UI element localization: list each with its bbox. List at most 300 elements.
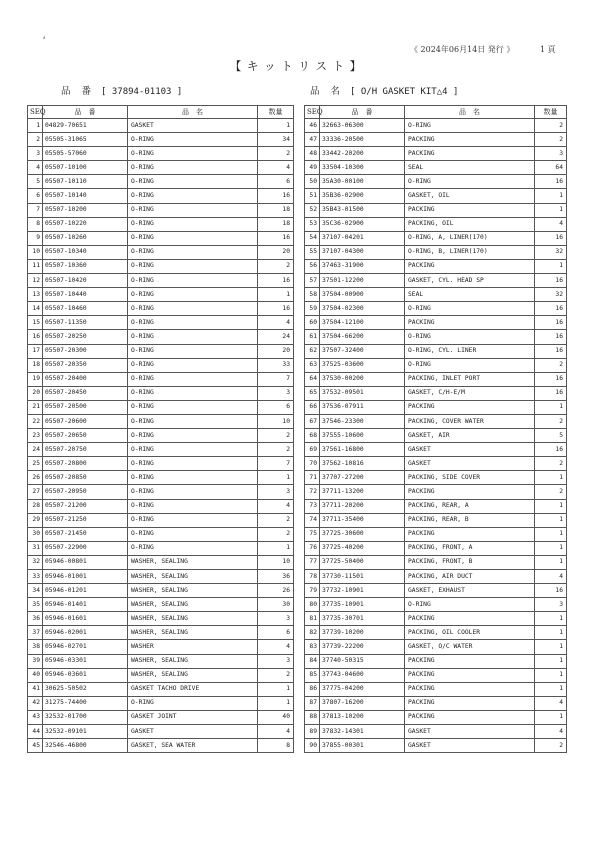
part-number-cell: 05946-01401	[43, 598, 128, 612]
table-row	[28, 541, 294, 555]
part-number-cell: 05507-10100	[43, 161, 128, 175]
quantity-cell: 1	[535, 541, 567, 555]
seq-cell: 65	[305, 386, 320, 400]
part-name-cell: PACKING, AIR DUCT	[405, 570, 535, 584]
part-name-cell: WASHER, SEALING	[128, 584, 258, 598]
quantity-cell: 1	[535, 710, 567, 724]
table-row	[28, 133, 294, 147]
table-row	[28, 739, 294, 753]
seq-cell: 55	[305, 245, 320, 259]
part-number-cell: 37530-00200	[320, 372, 405, 386]
part-number-cell: 37504-02300	[320, 302, 405, 316]
table-row	[28, 372, 294, 386]
table-row	[28, 443, 294, 457]
part-name-cell: GASKET TACHO DRIVE	[128, 682, 258, 696]
table-row	[28, 429, 294, 443]
seq-cell: 23	[28, 429, 43, 443]
part-name-cell: O-RING	[128, 302, 258, 316]
part-name-cell: PACKING	[405, 147, 535, 161]
part-name-cell: O-RING	[128, 541, 258, 555]
quantity-cell: 16	[535, 175, 567, 189]
part-number-cell: 05507-10340	[43, 245, 128, 259]
table-row	[305, 485, 567, 499]
seq-cell: 78	[305, 570, 320, 584]
table-row	[305, 161, 567, 175]
part-number-cell: 32532-01700	[43, 710, 128, 724]
part-name-cell: O-RING	[128, 245, 258, 259]
seq-cell: 49	[305, 161, 320, 175]
part-name-cell: PACKING	[405, 527, 535, 541]
part-number-cell: 37725-30600	[320, 527, 405, 541]
quantity-cell: 2	[535, 485, 567, 499]
part-name-cell: GASKET	[405, 725, 535, 739]
table-row	[305, 316, 567, 330]
part-number-cell: 35B36-02900	[320, 189, 405, 203]
part-name-cell: SEAL	[405, 288, 535, 302]
part-name-cell: WASHER	[128, 640, 258, 654]
seq-cell: 20	[28, 386, 43, 400]
seq-cell: 51	[305, 189, 320, 203]
part-name-value: [ O/H GASKET KIT△4 ]	[350, 87, 459, 97]
seq-cell: 3	[28, 147, 43, 161]
part-number-cell: 05507-21200	[43, 499, 128, 513]
quantity-cell: 1	[535, 682, 567, 696]
part-name-cell: PACKING	[405, 682, 535, 696]
table-row	[305, 570, 567, 584]
part-name-cell: PACKING	[405, 316, 535, 330]
seq-cell: 5	[28, 175, 43, 189]
table-row	[28, 245, 294, 259]
part-name-cell: WASHER, SEALING	[128, 626, 258, 640]
seq-cell: 88	[305, 710, 320, 724]
part-name-cell: O-RING, CYL. LINER	[405, 344, 535, 358]
part-name-cell: O-RING	[128, 429, 258, 443]
part-number-cell: 05946-03301	[43, 654, 128, 668]
seq-cell: 59	[305, 302, 320, 316]
parts-table-left	[27, 105, 294, 753]
quantity-cell: 5	[535, 429, 567, 443]
table-row	[28, 527, 294, 541]
seq-cell: 81	[305, 612, 320, 626]
quantity-cell: 1	[258, 471, 294, 485]
part-name-cell: PACKING, OIL COOLER	[405, 626, 535, 640]
table-row	[28, 147, 294, 161]
part-name-cell: O-RING	[128, 372, 258, 386]
part-number-cell: 37463-31900	[320, 259, 405, 273]
table-header-row	[305, 106, 567, 119]
part-number-cell: 37507-32400	[320, 344, 405, 358]
seq-cell: 42	[28, 696, 43, 710]
part-number-cell: 33504-10300	[320, 161, 405, 175]
seq-cell: 45	[28, 739, 43, 753]
document-title: 【 キ ッ ト リ ス ト 】	[229, 59, 363, 73]
quantity-cell: 3	[535, 147, 567, 161]
part-name-cell: WASHER, SEALING	[128, 555, 258, 569]
part-number-cell: 05507-10460	[43, 302, 128, 316]
table-row	[28, 598, 294, 612]
table-row	[28, 330, 294, 344]
seq-cell: 70	[305, 457, 320, 471]
seq-cell: 8	[28, 217, 43, 231]
scan-mark: ᵈ	[43, 36, 46, 43]
table-row	[305, 654, 567, 668]
table-row	[28, 400, 294, 414]
quantity-cell: 20	[258, 245, 294, 259]
table-row	[305, 302, 567, 316]
col-header-seq: SEQ	[28, 106, 43, 119]
quantity-cell: 16	[258, 189, 294, 203]
seq-cell: 26	[28, 471, 43, 485]
quantity-cell: 4	[535, 570, 567, 584]
part-number-cell: 05507-10140	[43, 189, 128, 203]
table-row	[305, 598, 567, 612]
part-number-cell: 05507-20350	[43, 358, 128, 372]
table-row	[305, 372, 567, 386]
table-row	[28, 485, 294, 499]
seq-cell: 16	[28, 330, 43, 344]
part-name-cell: PACKING, COVER WATER	[405, 414, 535, 428]
seq-cell: 19	[28, 372, 43, 386]
part-name-cell: PACKING, FRONT, B	[405, 555, 535, 569]
quantity-cell: 4	[535, 725, 567, 739]
table-row	[305, 555, 567, 569]
table-row	[305, 175, 567, 189]
part-name-cell: GASKET, EXHAUST	[405, 584, 535, 598]
part-number-cell: 37107-04201	[320, 231, 405, 245]
seq-cell: 4	[28, 161, 43, 175]
seq-cell: 58	[305, 288, 320, 302]
seq-cell: 7	[28, 203, 43, 217]
part-number-cell: 05507-20400	[43, 372, 128, 386]
quantity-cell: 16	[535, 372, 567, 386]
part-name-cell: PACKING	[405, 203, 535, 217]
quantity-cell: 1	[535, 259, 567, 273]
quantity-cell: 2	[535, 414, 567, 428]
seq-cell: 2	[28, 133, 43, 147]
part-number-cell: 05946-02701	[43, 640, 128, 654]
part-number-cell: 37504-66200	[320, 330, 405, 344]
part-number-cell: 33442-20200	[320, 147, 405, 161]
seq-cell: 24	[28, 443, 43, 457]
part-number-cell: 37546-23300	[320, 414, 405, 428]
quantity-cell: 7	[258, 372, 294, 386]
seq-cell: 37	[28, 626, 43, 640]
quantity-cell: 8	[258, 739, 294, 753]
part-number-cell: 05507-20600	[43, 414, 128, 428]
seq-cell: 54	[305, 231, 320, 245]
quantity-cell: 2	[258, 259, 294, 273]
quantity-cell: 2	[258, 429, 294, 443]
quantity-cell: 1	[535, 626, 567, 640]
quantity-cell: 2	[258, 443, 294, 457]
part-name-cell: GASKET	[405, 443, 535, 457]
quantity-cell: 32	[535, 245, 567, 259]
table-row	[305, 386, 567, 400]
seq-cell: 40	[28, 668, 43, 682]
seq-cell: 68	[305, 429, 320, 443]
part-name-cell: O-RING	[128, 457, 258, 471]
quantity-cell: 4	[258, 316, 294, 330]
quantity-cell: 20	[258, 344, 294, 358]
table-row	[305, 358, 567, 372]
parts-table-right-body	[305, 119, 567, 753]
table-row	[28, 203, 294, 217]
part-name-cell: GASKET	[405, 739, 535, 753]
seq-cell: 35	[28, 598, 43, 612]
quantity-cell: 16	[535, 316, 567, 330]
quantity-cell: 2	[535, 457, 567, 471]
part-number-value: [ 37894-01103 ]	[101, 87, 183, 97]
quantity-cell: 10	[258, 555, 294, 569]
quantity-cell: 64	[535, 161, 567, 175]
table-row	[28, 259, 294, 273]
part-number-cell: 37813-10200	[320, 710, 405, 724]
table-row	[28, 161, 294, 175]
quantity-cell: 1	[258, 541, 294, 555]
part-number-cell: 31275-74400	[43, 696, 128, 710]
part-name-cell: O-RING	[405, 175, 535, 189]
table-row	[28, 302, 294, 316]
part-number-cell: 37832-14301	[320, 725, 405, 739]
part-number-cell: 05507-21450	[43, 527, 128, 541]
table-row	[305, 400, 567, 414]
part-name-cell: SEAL	[405, 161, 535, 175]
seq-cell: 21	[28, 400, 43, 414]
table-row	[305, 640, 567, 654]
seq-cell: 69	[305, 443, 320, 457]
seq-cell: 11	[28, 259, 43, 273]
col-header-name: 品 名	[405, 106, 535, 119]
part-number-cell: 37732-10901	[320, 584, 405, 598]
seq-cell: 29	[28, 513, 43, 527]
table-row	[28, 471, 294, 485]
table-row	[305, 527, 567, 541]
quantity-cell: 1	[258, 682, 294, 696]
part-number-cell: 37532-09501	[320, 386, 405, 400]
part-number-cell: 37739-10200	[320, 626, 405, 640]
table-row	[28, 358, 294, 372]
table-row	[305, 231, 567, 245]
seq-cell: 86	[305, 682, 320, 696]
quantity-cell: 4	[258, 640, 294, 654]
quantity-cell: 2	[258, 527, 294, 541]
part-name-cell: O-RING	[128, 217, 258, 231]
quantity-cell: 24	[258, 330, 294, 344]
part-name-cell: PACKING	[405, 668, 535, 682]
quantity-cell: 3	[258, 485, 294, 499]
part-name-cell: O-RING	[128, 274, 258, 288]
part-name-cell: GASKET, OIL	[405, 189, 535, 203]
quantity-cell: 6	[258, 626, 294, 640]
table-row	[28, 710, 294, 724]
part-name-cell: WASHER, SEALING	[128, 654, 258, 668]
table-row	[28, 654, 294, 668]
part-name-cell: O-RING	[405, 358, 535, 372]
seq-cell: 77	[305, 555, 320, 569]
quantity-cell: 16	[258, 302, 294, 316]
table-row	[305, 682, 567, 696]
part-number-cell: 37711-35400	[320, 513, 405, 527]
seq-cell: 84	[305, 654, 320, 668]
quantity-cell: 1	[535, 612, 567, 626]
table-row	[305, 739, 567, 753]
table-row	[305, 414, 567, 428]
part-number-cell: 05507-10220	[43, 217, 128, 231]
part-name-cell: O-RING	[128, 443, 258, 457]
table-row	[305, 344, 567, 358]
seq-cell: 72	[305, 485, 320, 499]
seq-cell: 46	[305, 119, 320, 133]
seq-cell: 71	[305, 471, 320, 485]
seq-cell: 76	[305, 541, 320, 555]
part-number-cell: 37501-12200	[320, 274, 405, 288]
quantity-cell: 3	[258, 386, 294, 400]
table-row	[28, 640, 294, 654]
part-number-cell: 05507-20950	[43, 485, 128, 499]
part-number-cell: 37707-27200	[320, 471, 405, 485]
part-number-cell: 37504-00900	[320, 288, 405, 302]
table-row	[305, 274, 567, 288]
part-number-cell: 05507-20450	[43, 386, 128, 400]
part-number-cell: 05507-11350	[43, 316, 128, 330]
table-row	[305, 288, 567, 302]
table-row	[28, 344, 294, 358]
part-number-cell: 35A30-00100	[320, 175, 405, 189]
part-name-cell: GASKET, C/H-E/M	[405, 386, 535, 400]
part-number-cell: 05505-31065	[43, 133, 128, 147]
table-row	[28, 570, 294, 584]
part-name-cell: GASKET, AIR	[405, 429, 535, 443]
part-name-cell: O-RING	[405, 598, 535, 612]
table-row	[305, 626, 567, 640]
part-name-cell: O-RING	[128, 231, 258, 245]
seq-cell: 28	[28, 499, 43, 513]
part-name-cell: PACKING	[405, 400, 535, 414]
quantity-cell: 4	[258, 499, 294, 513]
quantity-cell: 4	[258, 725, 294, 739]
part-number-cell: 05507-10200	[43, 203, 128, 217]
part-number-cell: 37740-50315	[320, 654, 405, 668]
part-number-cell: 32532-09101	[43, 725, 128, 739]
part-name-cell: PACKING	[405, 485, 535, 499]
quantity-cell: 16	[535, 443, 567, 457]
seq-cell: 25	[28, 457, 43, 471]
table-row	[28, 555, 294, 569]
table-row	[28, 119, 294, 133]
part-number-cell: 05507-20300	[43, 344, 128, 358]
part-name-cell: WASHER, SEALING	[128, 612, 258, 626]
table-row	[305, 457, 567, 471]
quantity-cell: 1	[535, 668, 567, 682]
part-name-cell: O-RING	[128, 133, 258, 147]
part-number-cell: 37555-10600	[320, 429, 405, 443]
part-name-cell: O-RING	[128, 330, 258, 344]
quantity-cell: 16	[535, 344, 567, 358]
part-number-cell: 37525-03600	[320, 358, 405, 372]
quantity-cell: 18	[258, 217, 294, 231]
part-name-cell: PACKING	[405, 259, 535, 273]
part-name-cell: O-RING	[128, 471, 258, 485]
part-name-cell: O-RING	[128, 696, 258, 710]
table-row	[305, 541, 567, 555]
part-name-cell: PACKING	[405, 696, 535, 710]
part-name-cell: O-RING, A, LINER(170)	[405, 231, 535, 245]
table-row	[28, 696, 294, 710]
part-name-cell: O-RING, B, LINER(170)	[405, 245, 535, 259]
part-number-label: 品 番	[61, 86, 96, 97]
part-number-cell: 37562-10816	[320, 457, 405, 471]
part-name-cell: WASHER, SEALING	[128, 598, 258, 612]
part-name-cell: O-RING	[128, 485, 258, 499]
seq-cell: 75	[305, 527, 320, 541]
part-name-cell: PACKING, OIL	[405, 217, 535, 231]
col-header-part-no: 品 番	[320, 106, 405, 119]
quantity-cell: 1	[535, 527, 567, 541]
seq-cell: 27	[28, 485, 43, 499]
part-name-cell: PACKING	[405, 133, 535, 147]
quantity-cell: 10	[258, 414, 294, 428]
part-number-cell: 35C36-02900	[320, 217, 405, 231]
part-number-cell: 04829-70651	[43, 119, 128, 133]
part-number-cell: 37561-16800	[320, 443, 405, 457]
part-name-cell: O-RING	[405, 330, 535, 344]
seq-cell: 80	[305, 598, 320, 612]
part-number-cell: 37711-20200	[320, 499, 405, 513]
part-name-cell: O-RING	[128, 161, 258, 175]
quantity-cell: 4	[535, 696, 567, 710]
seq-cell: 9	[28, 231, 43, 245]
table-row	[28, 584, 294, 598]
seq-cell: 31	[28, 541, 43, 555]
seq-cell: 64	[305, 372, 320, 386]
quantity-cell: 3	[258, 654, 294, 668]
kit-part-name	[310, 83, 458, 97]
quantity-cell: 16	[535, 231, 567, 245]
part-number-cell: 37735-30701	[320, 612, 405, 626]
part-number-cell: 05507-20650	[43, 429, 128, 443]
quantity-cell: 1	[535, 555, 567, 569]
quantity-cell: 1	[535, 499, 567, 513]
part-number-cell: 37775-04200	[320, 682, 405, 696]
seq-cell: 47	[305, 133, 320, 147]
quantity-cell: 16	[258, 274, 294, 288]
part-name-cell: WASHER, SEALING	[128, 570, 258, 584]
seq-cell: 85	[305, 668, 320, 682]
part-number-cell: 05505-57060	[43, 147, 128, 161]
quantity-cell: 16	[535, 330, 567, 344]
quantity-cell: 1	[535, 189, 567, 203]
part-name-cell: O-RING	[128, 414, 258, 428]
part-name-cell: O-RING	[128, 259, 258, 273]
part-number-cell: 05507-20750	[43, 443, 128, 457]
part-name-cell: O-RING	[128, 358, 258, 372]
table-row	[28, 682, 294, 696]
seq-cell: 83	[305, 640, 320, 654]
part-name-cell: GASKET	[128, 725, 258, 739]
quantity-cell: 36	[258, 570, 294, 584]
table-row	[28, 612, 294, 626]
quantity-cell: 1	[258, 696, 294, 710]
table-row	[28, 499, 294, 513]
quantity-cell: 26	[258, 584, 294, 598]
seq-cell: 50	[305, 175, 320, 189]
part-name-cell: O-RING	[405, 302, 535, 316]
part-name-cell: PACKING, SIDE COVER	[405, 471, 535, 485]
part-number-cell: 37725-50400	[320, 555, 405, 569]
part-number-cell: 05507-20500	[43, 400, 128, 414]
part-name-cell: PACKING	[405, 612, 535, 626]
table-header-row	[28, 106, 294, 119]
